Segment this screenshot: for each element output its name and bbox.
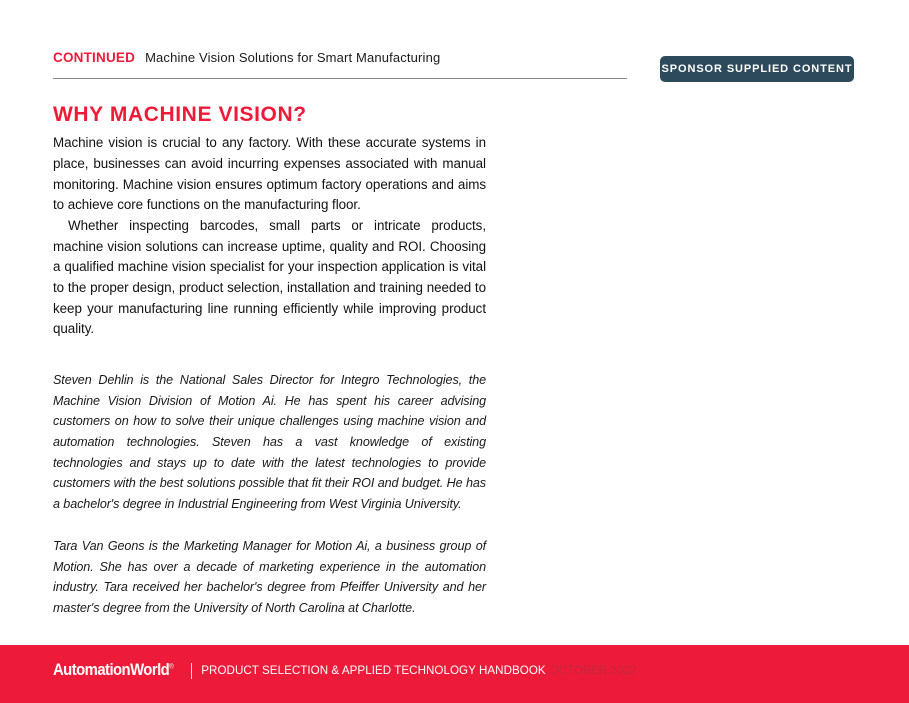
page-title: WHY MACHINE VISION?: [53, 103, 307, 126]
continued-label: CONTINUED: [53, 50, 136, 65]
footer-issue-date: OCTOBER 2022: [549, 664, 637, 677]
footer-handbook-label: PRODUCT SELECTION & APPLIED TECHNOLOGY HANDBOOK: [201, 664, 546, 677]
body-paragraph: Machine vision is crucial to any factory. With these accurate systems in place, businesses can avoid incurring expenses associated with manual monitoring. Machine vision ensures optimum factory operations and aims to achieve core functions on the manufacturing floor.: [53, 135, 486, 213]
author-bios: [53, 370, 486, 661]
body-paragraph: Whether inspecting barcodes, small parts or intricate products, machine vision solutions can increase uptime, quality and ROI. Choosing a qualified machine vision specialist for your inspection application is vital to the proper design, product selection, installation and training needed to keep your manufacturing line running efficiently while improving product quality.: [53, 217, 486, 337]
author-bio-paragraph: Steven Dehlin is the National Sales Director for Integro Technologies, the Machine Vision Division of Motion Ai. He has spent his career advising customers on how to solve their unique challenges using machine vision and automation technologies. Steven has a vast knowledge of existing technologies and stays up to date with the latest technologies to provide customers with the best solutions possible that fit their ROI and budget. He has a bachelor's degree in Industrial Engineering from West Virginia University.: [53, 373, 486, 511]
footer-content: [53, 661, 636, 680]
header-article-title: Machine Vision Solutions for Smart Manufacturing: [145, 50, 441, 65]
header-divider-rule: [53, 78, 627, 79]
page-footer: [0, 645, 909, 703]
article-body: [53, 103, 486, 661]
registered-trademark-icon: ®: [169, 663, 174, 671]
page-header: [53, 50, 856, 86]
status-badge: SPONSOR SUPPLIED CONTENT: [660, 56, 854, 82]
author-bio-paragraph: Tara Van Geons is the Marketing Manager for Motion Ai, a business group of Motion. She has over a decade of marketing experience in the automation industry. Tara received her bachelor's degree from Pfeiffer University and her master's degree from the University of North Carolina at Charlotte.: [53, 539, 486, 616]
brand-logo: [53, 661, 174, 680]
brand-logo-text: AutomationWorld: [53, 661, 170, 679]
footer-divider: [191, 663, 192, 679]
